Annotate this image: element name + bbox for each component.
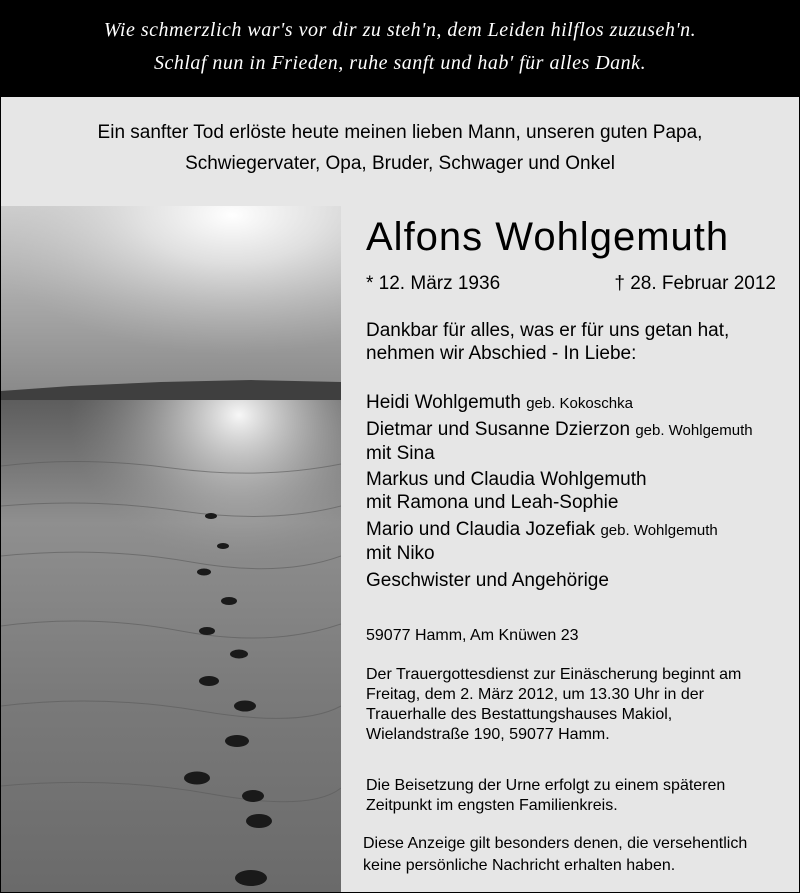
- service-line-2: Freitag, dem 2. März 2012, um 13.30 Uhr in der: [366, 686, 704, 703]
- service-info: [366, 665, 741, 745]
- notice-line-1: Diese Anzeige gilt besonders denen, die versehentlich: [363, 835, 748, 852]
- verse-line-2: Schlaf nun in Frieden, ruhe sanft und hab' für alles Dank.: [153, 52, 647, 74]
- service-line-1: Der Trauergottesdienst zur Einäscherung beginnt am: [366, 666, 742, 683]
- service-line-3: Trauerhalle des Bestattungshauses Makiol,: [366, 706, 673, 723]
- burial-line-2: Zeitpunkt im engsten Familienkreis.: [366, 797, 618, 814]
- death-date: † 28. Februar 2012: [614, 273, 776, 294]
- verse-band: [1, 1, 799, 97]
- burial-info: [366, 776, 725, 816]
- family-entry: [366, 569, 609, 592]
- family-name: Dietmar und Susanne Dzierzon: [366, 419, 631, 440]
- family-children: mit Niko: [366, 543, 435, 564]
- family-maiden-name: geb. Kokoschka: [526, 395, 633, 412]
- deceased-name: Alfons Wohlgemuth: [366, 215, 730, 259]
- verse-line-1: Wie schmerzlich war's vor dir zu steh'n, dem Leiden hilflos zuzuseh'n.: [103, 19, 697, 41]
- intro-line-2: Schwiegervater, Opa, Bruder, Schwager und Onkel: [185, 153, 615, 174]
- thanks-line-1: Dankbar für alles, was er für uns getan hat,: [366, 320, 730, 341]
- family-entry: [366, 518, 718, 565]
- service-line-4: Wielandstraße 190, 59077 Hamm.: [366, 726, 610, 743]
- family-entry: [366, 391, 633, 415]
- family-name: Markus und Claudia Wohlgemuth: [366, 469, 647, 490]
- thanks-line-2: nehmen wir Abschied - In Liebe:: [366, 343, 637, 364]
- notice-text: [363, 833, 747, 877]
- burial-line-1: Die Beisetzung der Urne erfolgt zu einem späteren: [366, 777, 726, 794]
- family-entry: [366, 468, 647, 514]
- family-name: Geschwister und Angehörige: [366, 570, 609, 591]
- birth-date: * 12. März 1936: [366, 273, 501, 294]
- family-entry: [366, 418, 753, 465]
- family-name: Mario und Claudia Jozefiak: [366, 519, 596, 540]
- family-children: mit Sina: [366, 443, 435, 464]
- family-children: mit Ramona und Leah-Sophie: [366, 492, 619, 513]
- thanks-text: [366, 319, 729, 365]
- notice-line-2: keine persönliche Nachricht erhalten haben.: [363, 857, 676, 874]
- family-maiden-name: geb. Wohlgemuth: [600, 522, 718, 539]
- address: 59077 Hamm, Am Knüwen 23: [366, 627, 579, 644]
- beach-footprints-photo: [1, 206, 341, 892]
- family-maiden-name: geb. Wohlgemuth: [635, 422, 753, 439]
- family-name: Heidi Wohlgemuth: [366, 392, 521, 413]
- intro-line-1: Ein sanfter Tod erlöste heute meinen lieben Mann, unseren guten Papa,: [97, 122, 703, 143]
